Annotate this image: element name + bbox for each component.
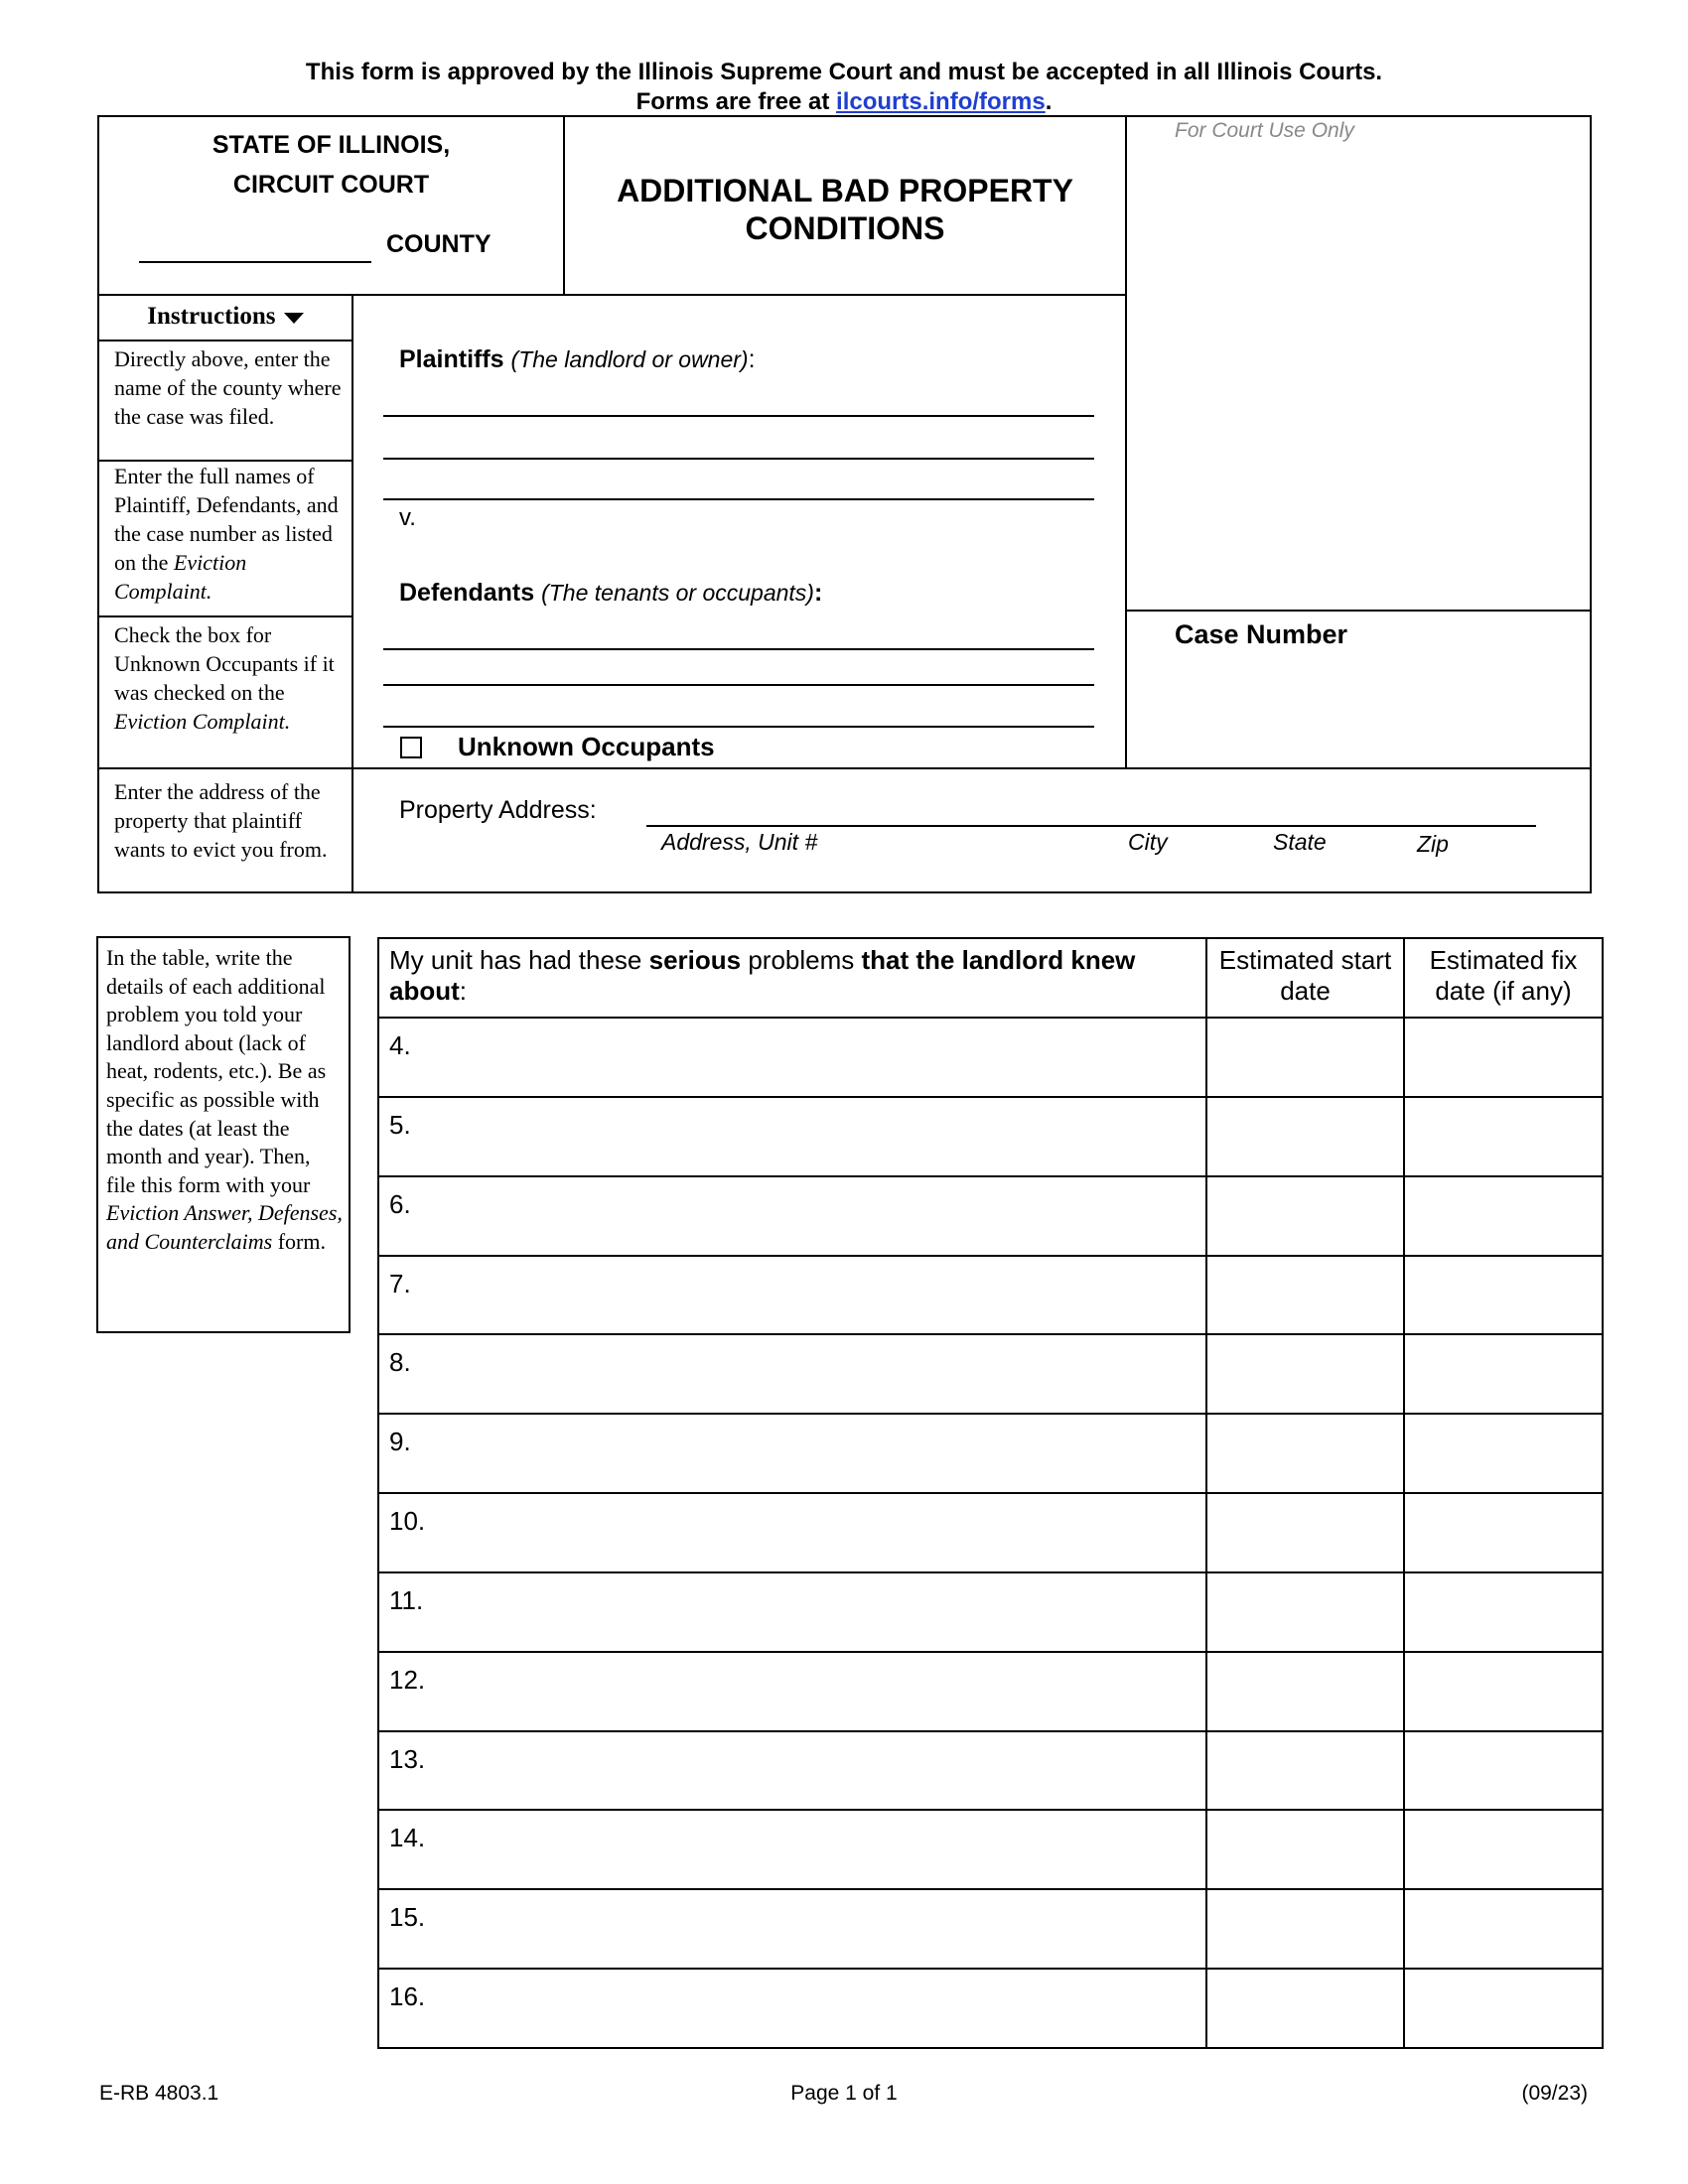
start-date-cell[interactable] [1206,1097,1404,1176]
start-date-cell[interactable] [1206,1414,1404,1493]
zip-caption: Zip [1417,831,1449,857]
start-date-cell[interactable] [1206,1572,1404,1652]
plaintiffs-label: Plaintiffs (The landlord or owner): [399,345,756,373]
problem-cell[interactable]: 12. [378,1652,1206,1731]
table-row [378,1414,1603,1493]
state-caption: State [1273,829,1327,855]
defendant-line-2[interactable] [383,684,1094,686]
problems-table [377,937,1604,2049]
fix-date-cell[interactable] [1404,1969,1603,2048]
start-date-cell[interactable] [1206,1176,1404,1256]
approval-notice-line1: This form is approved by the Illinois Supreme Court and must be accepted in all Illinois Courts. [305,59,1383,85]
table-header-row [378,938,1603,1018]
court-heading: STATE OF ILLINOIS, CIRCUIT COURT [211,131,451,199]
start-date-cell[interactable] [1206,1652,1404,1731]
table-row [378,1176,1603,1256]
property-address-line[interactable] [646,825,1536,827]
problem-cell[interactable]: 10. [378,1493,1206,1572]
instruction-names: Enter the full names of Plaintiff, Defendants, and the case number as listed on the Eviction Complaint. [114,464,339,604]
page-number: Page 1 of 1 [790,2082,898,2105]
fix-date-cell[interactable] [1404,1334,1603,1414]
form-id: E-RB 4803.1 [99,2082,219,2105]
start-date-cell[interactable] [1206,1018,1404,1097]
instruction-county: Directly above, enter the name of the county where the case was filed. [114,346,342,429]
table-row [378,1652,1603,1731]
instructions-header: Instructions [99,303,352,331]
problem-cell[interactable]: 4. [378,1018,1206,1097]
start-date-cell[interactable] [1206,1731,1404,1811]
problem-cell[interactable]: 5. [378,1097,1206,1176]
problem-cell[interactable]: 15. [378,1889,1206,1969]
forms-link[interactable]: ilcourts.info/forms [836,88,1046,115]
table-instructions: In the table, write the details of each additional problem you told your landlord about (lack of heat, rodents, etc.). Be as specific as possible with the dates (at least the month and year). Then, file this form with your Eviction Answer, Defenses, and Counterclaims form. [106,945,343,1254]
defendant-line-1[interactable] [383,648,1094,650]
table-row [378,1572,1603,1652]
revision-date: (09/23) [1521,2082,1588,2105]
problem-cell[interactable]: 7. [378,1256,1206,1335]
form-title: ADDITIONAL BAD PROPERTY CONDITIONS [617,173,1073,246]
fix-date-cell[interactable] [1404,1097,1603,1176]
fix-date-cell[interactable] [1404,1810,1603,1889]
instruction-address: Enter the address of the property that plaintiff wants to evict you from. [114,779,328,862]
county-label: COUNTY [386,230,492,258]
start-date-cell[interactable] [1206,1810,1404,1889]
table-row [378,1018,1603,1097]
start-date-column-header: Estimated start date [1206,938,1404,1018]
fix-date-cell[interactable] [1404,1256,1603,1335]
fix-date-cell[interactable] [1404,1652,1603,1731]
fix-date-cell[interactable] [1404,1493,1603,1572]
instruction-unknown-occupants: Check the box for Unknown Occupants if it was checked on the Eviction Complaint. [114,622,335,734]
start-date-cell[interactable] [1206,1493,1404,1572]
table-row [378,1889,1603,1969]
case-number-label: Case Number [1175,619,1348,649]
caret-down-icon [284,313,304,324]
start-date-cell[interactable] [1206,1889,1404,1969]
case-number-field[interactable] [1129,655,1588,764]
county-name-line[interactable] [139,261,371,263]
approval-notice-line2: Forms are free at ilcourts.info/forms. [635,88,1053,115]
plaintiff-line-3[interactable] [383,498,1094,500]
problem-cell[interactable]: 13. [378,1731,1206,1811]
fix-date-cell[interactable] [1404,1176,1603,1256]
problem-column-header: My unit has had these serious problems that the landlord knew about: [378,938,1206,1018]
problem-cell[interactable]: 14. [378,1810,1206,1889]
fix-date-column-header: Estimated fix date (if any) [1404,938,1603,1018]
start-date-cell[interactable] [1206,1256,1404,1335]
fix-date-cell[interactable] [1404,1572,1603,1652]
problem-cell[interactable]: 16. [378,1969,1206,2048]
table-row [378,1810,1603,1889]
table-row [378,1493,1603,1572]
table-row [378,1334,1603,1414]
problem-cell[interactable]: 8. [378,1334,1206,1414]
versus-label: v. [399,504,416,531]
start-date-cell[interactable] [1206,1969,1404,2048]
plaintiff-line-2[interactable] [383,458,1094,460]
table-row [378,1969,1603,2048]
table-row [378,1097,1603,1176]
defendants-label: Defendants (The tenants or occupants): [399,579,823,607]
table-row [378,1256,1603,1335]
problem-cell[interactable]: 9. [378,1414,1206,1493]
city-caption: City [1128,829,1168,855]
start-date-cell[interactable] [1206,1334,1404,1414]
defendant-line-3[interactable] [383,726,1094,728]
fix-date-cell[interactable] [1404,1018,1603,1097]
problem-cell[interactable]: 11. [378,1572,1206,1652]
fix-date-cell[interactable] [1404,1889,1603,1969]
table-row [378,1731,1603,1811]
unknown-occupants-label: Unknown Occupants [458,732,715,761]
fix-date-cell[interactable] [1404,1731,1603,1811]
plaintiff-line-1[interactable] [383,415,1094,417]
unknown-occupants-checkbox[interactable] [400,737,422,758]
problem-cell[interactable]: 6. [378,1176,1206,1256]
property-address-label: Property Address: [399,796,597,824]
court-use-only-label: For Court Use Only [1175,119,1354,142]
approval-notice [0,58,1688,117]
fix-date-cell[interactable] [1404,1414,1603,1493]
address-caption: Address, Unit # [661,829,818,855]
